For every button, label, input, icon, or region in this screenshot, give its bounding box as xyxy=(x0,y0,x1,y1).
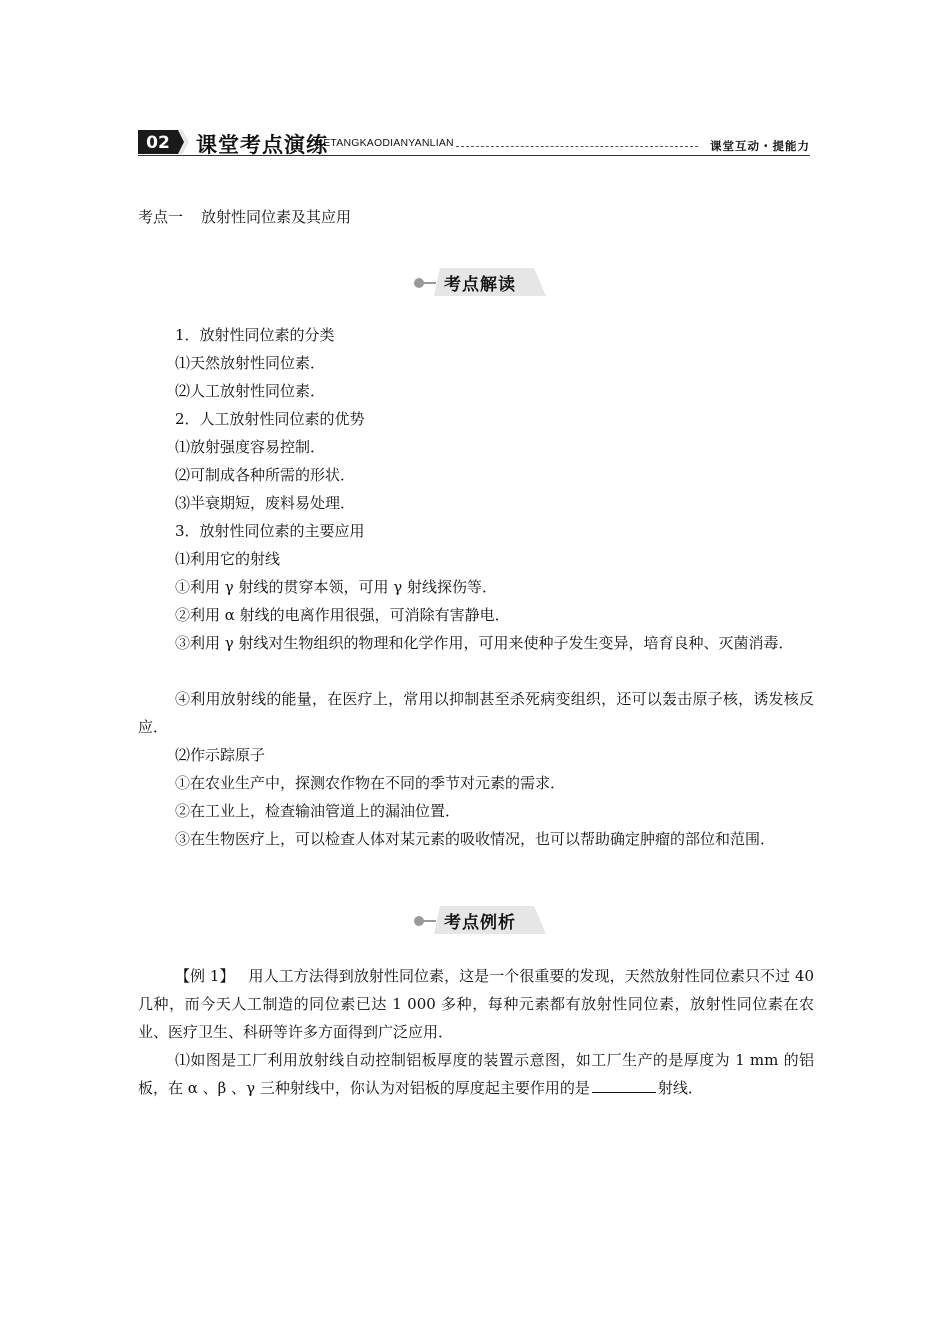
content-line: ⑵作示踪原子 xyxy=(175,746,266,764)
question-suffix: 射线． xyxy=(657,1079,703,1097)
header-right-label: 课堂互动・提能力 xyxy=(710,139,810,153)
question-paragraph xyxy=(138,1046,814,1102)
example-heading xyxy=(414,904,544,936)
header-dashed-line xyxy=(456,146,698,147)
section-number-badge xyxy=(138,130,188,154)
heading-dot-icon xyxy=(414,916,424,926)
example-heading-label: 考点例析 xyxy=(444,913,516,933)
content-line: ②利用 α 射线的电离作用很强，可消除有害静电． xyxy=(175,606,510,624)
question-text: ⑴如图是工厂利用放射线自动控制铝板厚度的装置示意图，如工厂生产的是厚度为 1 mm 的铝板，在 α 、β 、γ 三种射线中，你认为对铝板的厚度起主要作用的是 xyxy=(138,1051,814,1097)
content-line: 2．人工放射性同位素的优势 xyxy=(175,410,365,428)
header-pinyin: KETANGKAODIANYANLIAN xyxy=(316,137,454,149)
content-paragraph: ③利用 γ 射线对生物组织的物理和化学作用，可用来使种子发生变异，培育良种、灭菌消毒． xyxy=(175,634,794,652)
content-line: ⑵人工放射性同位素． xyxy=(175,382,326,400)
content-line: ①利用 γ 射线的贯穿本领，可用 γ 射线探伤等． xyxy=(175,578,498,596)
content-line: ⑴利用它的射线 xyxy=(175,550,281,568)
heading-dot-icon xyxy=(414,278,424,288)
badge-number: 02 xyxy=(146,133,170,153)
example-text: 用人工方法得到放射性同位素，这是一个很重要的发现，天然放射性同位素只不过 40 几种，而今天人工制造的同位素已达 1 000 多种，每种元素都有放射性同位素，放射性同位素在农业、医疗卫生、科研等许多方面得到广泛应用． xyxy=(138,967,815,1041)
interpret-heading xyxy=(414,266,544,298)
content-line: ⑴天然放射性同位素． xyxy=(175,354,326,372)
content-line: ⑶半衰期短，废料易处理． xyxy=(175,494,356,512)
topic-title xyxy=(138,206,369,227)
content-line: ①在农业生产中，探测农作物在不同的季节对元素的需求． xyxy=(175,774,566,792)
content-line: 3．放射性同位素的主要应用 xyxy=(175,522,365,540)
header-underline xyxy=(138,155,810,156)
content-paragraph: ④利用放射线的能量，在医疗上，常用以抑制甚至杀死病变组织，还可以轰击原子核，诱发核反应． xyxy=(138,690,814,736)
interpret-heading-label: 考点解读 xyxy=(444,275,516,295)
header-title: 课堂考点演练 xyxy=(196,133,328,157)
content-line: ⑵可制成各种所需的形状． xyxy=(175,466,356,484)
answer-blank[interactable] xyxy=(592,1078,656,1093)
example-label: 【例 1】 xyxy=(175,967,235,985)
content-line: ②在工业上，检查输油管道上的漏油位置． xyxy=(175,802,461,820)
section-header xyxy=(138,128,810,156)
example-paragraph xyxy=(138,962,814,1046)
content-paragraph: ③在生物医疗上，可以检查人体对某元素的吸收情况，也可以帮助确定肿瘤的部位和范围． xyxy=(175,830,776,848)
content-line: ⑴放射强度容易控制． xyxy=(175,438,326,456)
content-line: 1．放射性同位素的分类 xyxy=(175,326,335,344)
topic-text: 放射性同位素及其应用 xyxy=(201,208,352,226)
topic-number: 考点一 xyxy=(138,208,184,226)
